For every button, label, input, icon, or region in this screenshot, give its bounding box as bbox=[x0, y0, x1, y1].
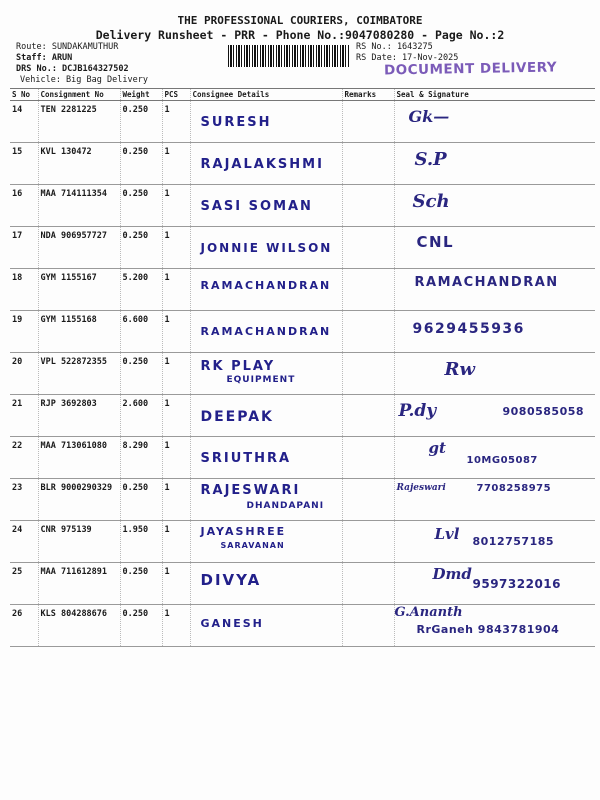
signature: Sch bbox=[412, 191, 450, 212]
row-signature bbox=[394, 311, 595, 353]
row-consignee bbox=[190, 563, 342, 605]
row-remarks bbox=[342, 353, 394, 395]
signature: CNL bbox=[416, 233, 455, 251]
row-consignee bbox=[190, 605, 342, 647]
row-sno: 15 bbox=[10, 143, 38, 185]
staff-label: Staff: ARUN bbox=[16, 53, 73, 63]
row-consignee bbox=[190, 353, 342, 395]
handwritten-name: RAMACHANDRAN bbox=[200, 279, 332, 292]
signature-phone: 7708258975 bbox=[476, 483, 552, 494]
runsheet-meta-left bbox=[16, 42, 148, 86]
row-pcs: 1 bbox=[162, 185, 190, 227]
row-weight: 0.250 bbox=[120, 227, 162, 269]
rs-number: RS No.: 1643275 bbox=[356, 42, 433, 52]
signature: G.Ananth bbox=[394, 605, 463, 620]
signature-phone: 9597322016 bbox=[472, 577, 561, 591]
row-remarks bbox=[342, 227, 394, 269]
row-consignment: KLS 804288676 bbox=[38, 605, 120, 647]
row-consignee bbox=[190, 185, 342, 227]
row-remarks bbox=[342, 269, 394, 311]
row-sno: 16 bbox=[10, 185, 38, 227]
row-remarks bbox=[342, 101, 394, 143]
table-row bbox=[10, 479, 595, 521]
row-weight: 6.600 bbox=[120, 311, 162, 353]
col-consignment: Consignment No bbox=[38, 89, 120, 101]
row-consignment: VPL 522872355 bbox=[38, 353, 120, 395]
signature: Gk— bbox=[408, 107, 450, 126]
row-consignment: TEN 2281225 bbox=[38, 101, 120, 143]
row-consignment: MAA 711612891 bbox=[38, 563, 120, 605]
handwritten-name: RAMACHANDRAN bbox=[200, 325, 332, 338]
row-signature bbox=[394, 563, 595, 605]
row-remarks bbox=[342, 563, 394, 605]
document-delivery-stamp: DOCUMENT DELIVERY bbox=[383, 59, 558, 79]
row-consignee bbox=[190, 521, 342, 563]
row-signature bbox=[394, 353, 595, 395]
signature-phone: RrGaneh 9843781904 bbox=[416, 623, 560, 636]
handwritten-name: RK PLAY bbox=[200, 359, 276, 374]
handwritten-name: JONNIE WILSON bbox=[200, 241, 333, 255]
row-signature bbox=[394, 185, 595, 227]
vehicle-label: Vehicle: Big Bag Delivery bbox=[20, 75, 148, 85]
signature: Rw bbox=[444, 359, 475, 380]
row-consignment: GYM 1155168 bbox=[38, 311, 120, 353]
drs-number: DRS No.: DCJB164327502 bbox=[16, 64, 129, 74]
row-remarks bbox=[342, 605, 394, 647]
handwritten-name: SRIUTHRA bbox=[200, 451, 292, 466]
row-pcs: 1 bbox=[162, 563, 190, 605]
table-row bbox=[10, 437, 595, 479]
row-weight: 0.250 bbox=[120, 143, 162, 185]
row-pcs: 1 bbox=[162, 353, 190, 395]
row-consignee bbox=[190, 143, 342, 185]
row-sno: 17 bbox=[10, 227, 38, 269]
row-consignee bbox=[190, 227, 342, 269]
row-consignment: MAA 713061080 bbox=[38, 437, 120, 479]
handwritten-name: GANESH bbox=[200, 617, 264, 630]
row-sno: 21 bbox=[10, 395, 38, 437]
row-pcs: 1 bbox=[162, 395, 190, 437]
row-consignee bbox=[190, 437, 342, 479]
row-pcs: 1 bbox=[162, 479, 190, 521]
handwritten-name: RAJALAKSHMI bbox=[200, 157, 324, 172]
row-signature bbox=[394, 395, 595, 437]
row-signature bbox=[394, 521, 595, 563]
row-weight: 5.200 bbox=[120, 269, 162, 311]
row-signature bbox=[394, 143, 595, 185]
table-row bbox=[10, 311, 595, 353]
row-weight: 2.600 bbox=[120, 395, 162, 437]
signature: gt bbox=[428, 439, 446, 457]
signature: P.dy bbox=[398, 401, 437, 421]
row-weight: 0.250 bbox=[120, 101, 162, 143]
signature: Dmd bbox=[432, 565, 472, 583]
row-sno: 23 bbox=[10, 479, 38, 521]
row-weight: 0.250 bbox=[120, 605, 162, 647]
row-remarks bbox=[342, 479, 394, 521]
row-pcs: 1 bbox=[162, 269, 190, 311]
handwritten-name: SURESH bbox=[200, 115, 272, 130]
table-row bbox=[10, 563, 595, 605]
row-sno: 26 bbox=[10, 605, 38, 647]
row-remarks bbox=[342, 143, 394, 185]
row-consignee bbox=[190, 395, 342, 437]
row-weight: 0.250 bbox=[120, 353, 162, 395]
handwritten-name-line2: EQUIPMENT bbox=[226, 375, 296, 385]
row-pcs: 1 bbox=[162, 521, 190, 563]
row-signature bbox=[394, 269, 595, 311]
table-row bbox=[10, 521, 595, 563]
barcode bbox=[228, 45, 350, 67]
table-row bbox=[10, 605, 595, 647]
row-consignee bbox=[190, 101, 342, 143]
signature-phone: 9080585058 bbox=[502, 405, 585, 418]
row-weight: 8.290 bbox=[120, 437, 162, 479]
company-title: THE PROFESSIONAL COURIERS, COIMBATORE bbox=[177, 14, 423, 27]
row-consignment: NDA 906957727 bbox=[38, 227, 120, 269]
row-pcs: 1 bbox=[162, 101, 190, 143]
row-consignment: GYM 1155167 bbox=[38, 269, 120, 311]
row-sno: 14 bbox=[10, 101, 38, 143]
col-remarks: Remarks bbox=[342, 89, 394, 101]
signature: Lvl bbox=[434, 525, 460, 543]
route-label: Route: SUNDAKAMUTHUR bbox=[16, 42, 119, 52]
row-weight: 0.250 bbox=[120, 479, 162, 521]
row-remarks bbox=[342, 185, 394, 227]
row-pcs: 1 bbox=[162, 311, 190, 353]
rs-date: RS Date: 17-Nov-2025 bbox=[356, 53, 459, 63]
signature-phone: 8012757185 bbox=[472, 535, 555, 548]
row-sno: 20 bbox=[10, 353, 38, 395]
row-consignment: MAA 714111354 bbox=[38, 185, 120, 227]
row-sno: 22 bbox=[10, 437, 38, 479]
row-consignment: CNR 975139 bbox=[38, 521, 120, 563]
row-pcs: 1 bbox=[162, 227, 190, 269]
row-weight: 1.950 bbox=[120, 521, 162, 563]
signature-phone: 10MG05087 bbox=[466, 455, 538, 466]
row-pcs: 1 bbox=[162, 437, 190, 479]
col-seal-signature: Seal & Signature bbox=[394, 89, 595, 101]
row-consignment: KVL 130472 bbox=[38, 143, 120, 185]
table-header-row bbox=[10, 89, 595, 101]
row-signature bbox=[394, 437, 595, 479]
handwritten-name: SASI SOMAN bbox=[200, 199, 313, 214]
table-row bbox=[10, 269, 595, 311]
table-row bbox=[10, 143, 595, 185]
handwritten-name: DIVYA bbox=[200, 571, 262, 589]
row-signature bbox=[394, 101, 595, 143]
col-consignee: Consignee Details bbox=[190, 89, 342, 101]
row-consignee bbox=[190, 311, 342, 353]
handwritten-name: DEEPAK bbox=[200, 409, 274, 425]
row-weight: 0.250 bbox=[120, 185, 162, 227]
row-remarks bbox=[342, 395, 394, 437]
handwritten-name-line2: DHANDAPANI bbox=[246, 501, 325, 511]
table-row bbox=[10, 353, 595, 395]
row-sno: 25 bbox=[10, 563, 38, 605]
row-consignee bbox=[190, 269, 342, 311]
signature: S.P bbox=[414, 149, 447, 170]
row-remarks bbox=[342, 311, 394, 353]
col-weight: Weight bbox=[120, 89, 162, 101]
signature: 9629455936 bbox=[412, 321, 525, 337]
row-weight: 0.250 bbox=[120, 563, 162, 605]
signature: RAMACHANDRAN bbox=[414, 275, 559, 290]
handwritten-name-line2: SARAVANAN bbox=[220, 541, 285, 550]
row-pcs: 1 bbox=[162, 143, 190, 185]
row-pcs: 1 bbox=[162, 605, 190, 647]
handwritten-name: JAYASHREE bbox=[200, 525, 287, 538]
row-consignment: RJP 3692803 bbox=[38, 395, 120, 437]
table-row bbox=[10, 227, 595, 269]
runsheet-subtitle: Delivery Runsheet - PRR - Phone No.:9047080280 - Page No.:2 bbox=[95, 28, 505, 42]
table-row bbox=[10, 395, 595, 437]
handwritten-name: RAJESWARI bbox=[200, 483, 301, 498]
col-sno: S No bbox=[10, 89, 38, 101]
row-sno: 19 bbox=[10, 311, 38, 353]
row-consignee bbox=[190, 479, 342, 521]
col-pcs: PCS bbox=[162, 89, 190, 101]
row-consignment: BLR 9000290329 bbox=[38, 479, 120, 521]
row-remarks bbox=[342, 437, 394, 479]
row-signature bbox=[394, 227, 595, 269]
signature: Rajeswari bbox=[396, 483, 446, 493]
row-signature bbox=[394, 605, 595, 647]
table-row bbox=[10, 185, 595, 227]
row-sno: 24 bbox=[10, 521, 38, 563]
row-signature bbox=[394, 479, 595, 521]
runsheet-table bbox=[10, 88, 595, 647]
row-sno: 18 bbox=[10, 269, 38, 311]
row-remarks bbox=[342, 521, 394, 563]
table-row bbox=[10, 101, 595, 143]
